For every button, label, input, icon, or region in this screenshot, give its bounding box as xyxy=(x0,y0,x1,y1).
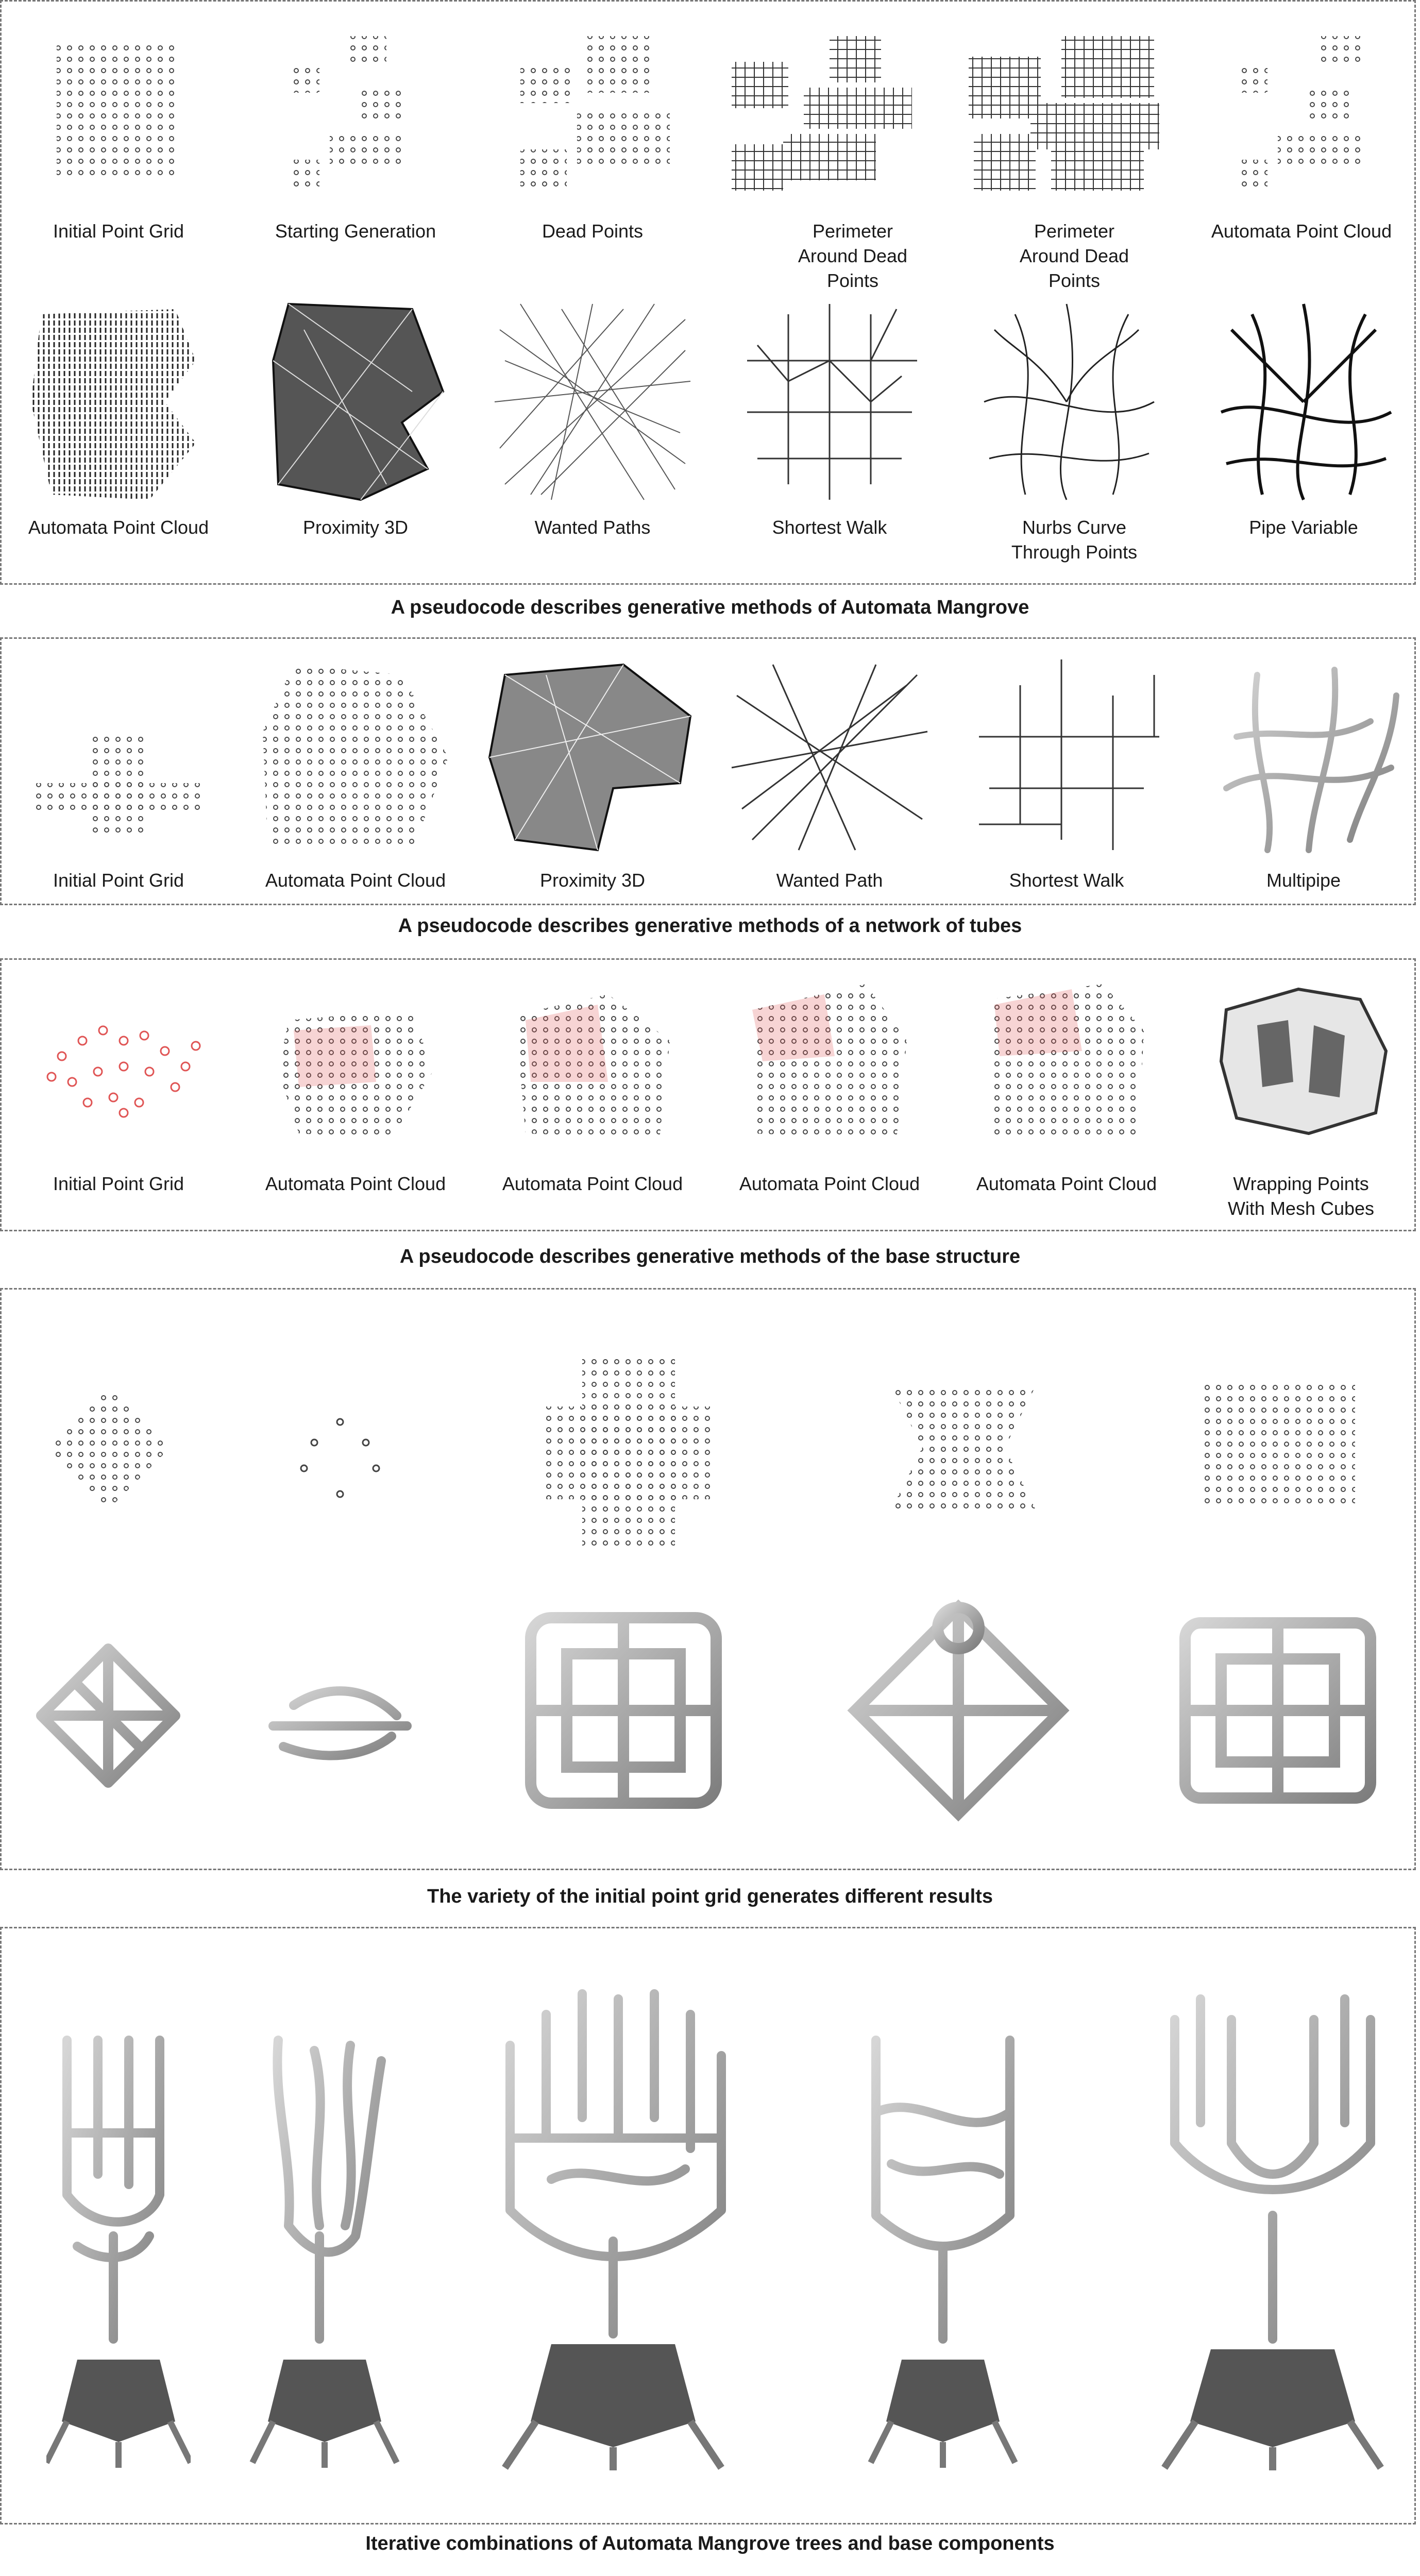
label-r2-2: Proximity 3D xyxy=(302,517,409,538)
fig-s3-initial-point-grid xyxy=(0,979,237,1149)
caption-section2: A pseudocode describes generative methods of a network of tubes xyxy=(398,915,1022,937)
s2-label-3: Proximity 3D xyxy=(539,870,646,891)
s3-label-5: Automata Point Cloud xyxy=(976,1173,1157,1194)
s3-label-6: Wrapping Points With Mesh Cubes xyxy=(1227,1173,1375,1219)
fig-perimeter-2 xyxy=(948,31,1185,196)
s3-label-3: Automata Point Cloud xyxy=(502,1173,683,1194)
fig-s2-initial-point-grid xyxy=(0,654,237,860)
s2-label-1: Initial Point Grid xyxy=(53,870,184,891)
caption-section4: The variety of the initial point grid generates different results xyxy=(427,1886,993,1907)
s3-label-2: Automata Point Cloud xyxy=(265,1173,446,1194)
label-r2-6: Pipe Variable xyxy=(1249,517,1358,538)
caption-section5: Iterative combinations of Automata Mangrove trees and base components xyxy=(365,2533,1055,2554)
label-r2-3: Wanted Paths xyxy=(534,517,651,538)
fig-s5-tree-3 xyxy=(484,1984,742,2473)
label-r2-5: Nurbs Curve Through Points xyxy=(1011,517,1138,563)
fig-initial-point-grid xyxy=(0,31,237,185)
fig-s5-tree-1 xyxy=(41,2030,196,2473)
caption-section1: A pseudocode describes generative methods of Automata Mangrove xyxy=(391,597,1029,618)
label-r1-6: Automata Point Cloud xyxy=(1211,221,1392,242)
fig-s4-grid-2 xyxy=(289,1412,392,1504)
fig-s4-grid-4 xyxy=(876,1376,1051,1520)
fig-perimeter-1 xyxy=(711,31,948,196)
label-r1-2: Starting Generation xyxy=(275,221,436,242)
s2-label-2: Automata Point Cloud xyxy=(265,870,446,891)
fig-dead-points xyxy=(474,31,711,196)
fig-s2-multipipe xyxy=(1185,654,1420,860)
fig-s5-tree-5 xyxy=(1149,1989,1396,2473)
fig-s2-automata-point-cloud xyxy=(237,654,474,860)
label-r1-1: Initial Point Grid xyxy=(53,221,184,242)
fig-s4-grid-3 xyxy=(510,1345,747,1561)
fig-nurbs-curve xyxy=(948,299,1185,505)
fig-pipe-variable xyxy=(1185,299,1420,505)
s2-label-4: Wanted Path xyxy=(776,870,883,891)
label-r1-4: Perimeter Around Dead Points xyxy=(798,221,908,291)
fig-s4-result-2 xyxy=(258,1674,422,1767)
fig-s5-tree-2 xyxy=(242,2030,407,2473)
s3-label-4: Automata Point Cloud xyxy=(739,1173,920,1194)
fig-proximity-3d-1 xyxy=(237,299,474,505)
fig-s4-grid-5 xyxy=(1185,1370,1371,1515)
fig-s3-mesh-cubes xyxy=(1185,979,1420,1149)
fig-s3-point-cloud-3 xyxy=(711,979,948,1149)
fig-s3-point-cloud-4 xyxy=(948,979,1185,1149)
fig-shortest-walk-1 xyxy=(711,299,948,505)
label-r1-5: Perimeter Around Dead Points xyxy=(1019,221,1129,291)
fig-s4-grid-1 xyxy=(31,1381,185,1515)
s3-label-1: Initial Point Grid xyxy=(53,1173,184,1194)
fig-starting-generation xyxy=(237,31,474,196)
label-r1-3: Dead Points xyxy=(542,221,644,242)
fig-s2-proximity-3d xyxy=(474,654,711,860)
fig-automata-point-cloud-1 xyxy=(1185,31,1420,196)
label-r2-1: Automata Point Cloud xyxy=(28,517,209,538)
fig-s4-result-5 xyxy=(1164,1607,1391,1814)
fig-automata-point-cloud-2 xyxy=(0,299,237,505)
fig-wanted-paths-1 xyxy=(474,299,711,505)
fig-s3-point-cloud-1 xyxy=(237,979,474,1149)
fig-s5-tree-4 xyxy=(855,2030,1030,2473)
s2-label-6: Multipipe xyxy=(1266,870,1341,891)
fig-s4-result-1 xyxy=(26,1638,191,1793)
fig-s3-point-cloud-2 xyxy=(474,979,711,1149)
caption-section3: A pseudocode describes generative methods of the base structure xyxy=(399,1246,1021,1267)
fig-s2-wanted-path xyxy=(711,654,948,860)
fig-s2-shortest-walk xyxy=(948,654,1185,860)
label-r2-4: Shortest Walk xyxy=(772,517,887,538)
fig-s4-result-4 xyxy=(840,1597,1077,1824)
s2-label-5: Shortest Walk xyxy=(1009,870,1124,891)
fig-s4-result-3 xyxy=(505,1597,742,1824)
